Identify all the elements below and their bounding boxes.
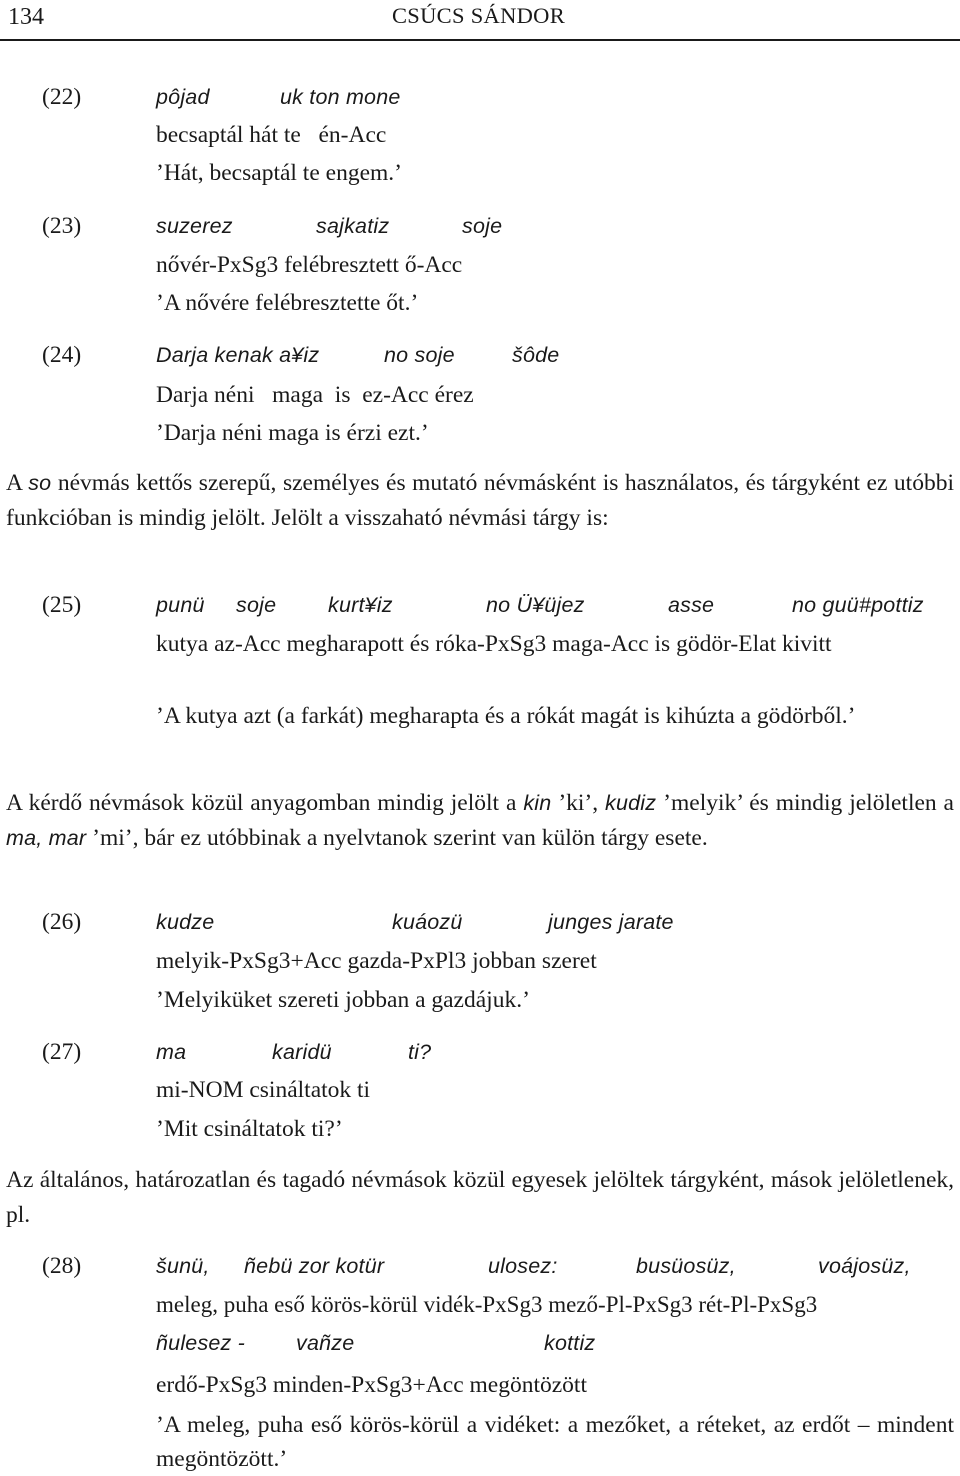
source-word: no Ü¥üjez (486, 593, 585, 617)
gloss-line: erdő-PxSg3 minden-PxSg3+Acc megöntözött (156, 1372, 587, 1398)
gloss-line: melyik-PxSg3+Acc gazda-PxPl3 jobban szeret (156, 948, 597, 974)
running-title: CSÚCS SÁNDOR (392, 3, 566, 28)
translation-line: ’A kutya azt (a farkát) megharapta és a rókát magát is kihúzta a gödörből.’ (156, 703, 856, 729)
source-word: pôjad (156, 85, 210, 109)
gloss-line: Darja néni maga is ez-Acc érez (156, 382, 474, 408)
gloss-line: meleg, puha eső körös-körül vidék-PxSg3 mező-Pl-PxSg3 rét-Pl-PxSg3 (156, 1292, 818, 1317)
source-word: soje (462, 214, 503, 238)
source-word: ulosez: (488, 1254, 558, 1278)
source-word: sajkatiz (316, 214, 390, 238)
source-word: kottiz (544, 1331, 596, 1355)
page-header (0, 0, 960, 44)
source-word: busüosüz, (636, 1254, 736, 1278)
page-number: 134 (8, 4, 44, 30)
source-word: uk ton mone (280, 85, 401, 109)
source-word: ti? (408, 1040, 432, 1064)
paragraph-text: A kérdő névmások közül anyagomban mindig jelölt a (6, 790, 524, 816)
source-word: kuáozü (392, 910, 463, 934)
object-word: ma, mar (6, 825, 87, 850)
source-word: punü (156, 593, 205, 617)
source-word: suzerez (156, 214, 233, 238)
source-word: kudze (156, 910, 215, 934)
object-word: kin (523, 791, 552, 815)
source-word: asse (668, 593, 715, 617)
source-word: voájosüz, (818, 1254, 911, 1278)
example-number: (25) (42, 592, 82, 618)
example-number: (27) (42, 1039, 82, 1065)
source-word: junges jarate (548, 910, 674, 934)
source-word: karidü (272, 1040, 332, 1064)
gloss-line: nővér-PxSg3 felébresztett ő-Acc (156, 252, 463, 278)
gloss-line: kutya az-Acc megharapott és róka-PxSg3 maga-Acc is gödör-Elat kivitt (156, 631, 832, 657)
paragraph-text: ’ki’, (551, 790, 606, 816)
header-rule (0, 39, 960, 41)
example-number: (22) (42, 84, 82, 110)
translation-line: ’A meleg, puha eső körös-körül a vidéket: a mezőket, a réteket, az erdőt – mindent megöntözött.’ (156, 1412, 954, 1472)
source-word: Darja kenak a¥iz (156, 343, 320, 367)
paragraph-text: ’melyik’ és mindig jelöletlen a (656, 790, 954, 816)
source-word: no soje (384, 343, 455, 367)
object-word: so (28, 471, 52, 495)
source-word: soje (236, 593, 277, 617)
source-word: šôde (512, 343, 560, 367)
example-number: (28) (42, 1253, 82, 1279)
source-word: šunü, (156, 1254, 210, 1278)
translation-line: ’Melyiküket szereti jobban a gazdájuk.’ (156, 987, 530, 1013)
translation-line: ’Hát, becsaptál te engem.’ (156, 160, 402, 186)
gloss-line: mi-NOM csináltatok ti (156, 1077, 371, 1103)
paragraph-text: ’mi’, bár ez utóbbinak a nyelvtanok szerint van külön tárgy esete. (86, 824, 708, 851)
example-number: (26) (42, 909, 82, 935)
source-word: ñebü zor kotür (244, 1254, 385, 1278)
body-paragraph (6, 466, 954, 535)
paragraph-text: névmás kettős szerepű, személyes és mutató névmásként is használatos, és tárgyként ez utóbbi funkcióban is mindig jelölt. Jelölt a visszaható névmási tárgy is: (6, 470, 954, 531)
translation-line: ’A nővére felébresztette őt.’ (156, 290, 419, 316)
source-word: no guü#pottiz (792, 593, 924, 617)
source-word: vañze (296, 1331, 355, 1355)
source-word: ma (156, 1040, 187, 1064)
example-number: (23) (42, 213, 82, 239)
translation-line: ’Mit csináltatok ti?’ (156, 1116, 343, 1142)
gloss-line: becsaptál hát te én-Acc (156, 122, 387, 148)
translation-line: ’Darja néni maga is érzi ezt.’ (156, 420, 429, 446)
paragraph-text: A (6, 470, 29, 496)
source-word: ñulesez - (156, 1331, 246, 1355)
example-number: (24) (42, 342, 82, 368)
object-word: kudiz (605, 791, 657, 815)
source-word: kurt¥iz (328, 593, 393, 617)
body-paragraph (6, 786, 954, 855)
body-paragraph: Az általános, határozatlan és tagadó névmások közül egyesek jelöltek tárgyként, mások jelöletlenek, pl. (6, 1167, 954, 1228)
